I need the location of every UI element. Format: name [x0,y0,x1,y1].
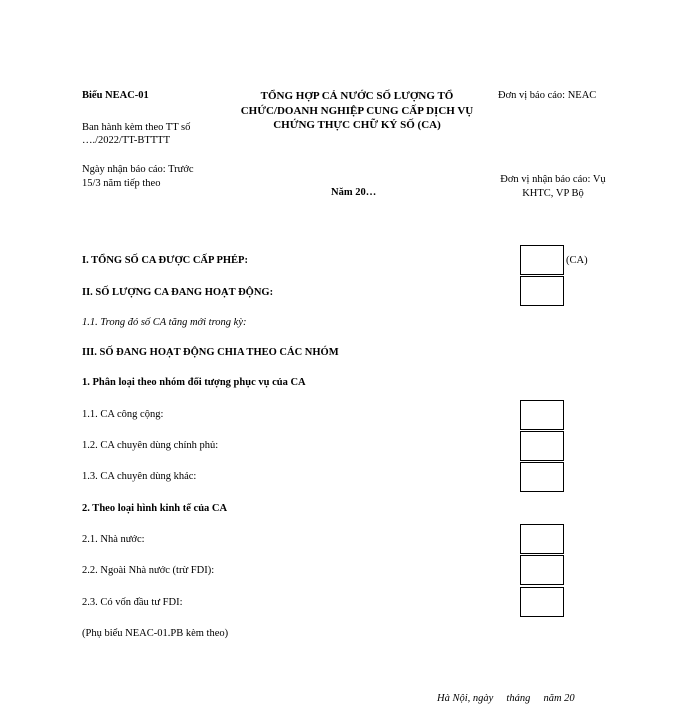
section-3-heading: III. SỐ ĐANG HOẠT ĐỘNG CHIA THEO CÁC NHÓM [82,347,339,358]
receive-date-line-1: Ngày nhận báo cáo: Trước [82,164,194,175]
form-code: Biểu NEAC-01 [82,90,149,101]
receive-date-line-2: 15/3 năm tiếp theo [82,178,161,189]
group-1-item-3: 1.3. CA chuyên dùng khác: [82,471,197,482]
place-date: Hà Nội, ngày tháng năm 20 [437,693,575,704]
section-2-heading: II. SỐ LƯỢNG CA ĐANG HOẠT ĐỘNG: [82,287,274,298]
document-title [230,89,484,133]
group-2-item-1: 2.1. Nhà nước: [82,534,145,545]
fdi-field[interactable] [520,587,564,617]
group-2-item-3: 2.3. Có vốn đầu tư FDI: [82,597,183,608]
issued-line-2: …./2022/TT-BTTTT [82,135,170,146]
issued-line-1: Ban hành kèm theo TT số [82,122,191,133]
other-specialized-ca-field[interactable] [520,462,564,492]
section-2-subitem: 1.1. Trong đó số CA tăng mới trong kỳ: [82,317,247,328]
reporting-unit: Đơn vị báo cáo: NEAC [498,90,597,101]
non-state-field[interactable] [520,555,564,585]
section-1-heading: I. TỔNG SỐ CA ĐƯỢC CẤP PHÉP: [82,255,248,266]
group-2-item-2: 2.2. Ngoài Nhà nước (trừ FDI): [82,565,215,576]
title-line-3: CHỨNG THỰC CHỮ KÝ SỐ (CA) [273,119,441,131]
government-ca-field[interactable] [520,431,564,461]
section-1-unit: (CA) [566,255,588,266]
receiving-unit-line-1: Đơn vị nhận báo cáo: Vụ [500,174,606,185]
group-1-heading: 1. Phân loại theo nhóm đối tượng phục vụ của CA [82,377,306,388]
title-line-2: CHỨC/DOANH NGHIỆP CUNG CẤP DỊCH VỤ [240,104,474,117]
total-ca-licensed-field[interactable] [520,245,564,275]
public-ca-field[interactable] [520,400,564,430]
active-ca-field[interactable] [520,276,564,306]
group-2-heading: 2. Theo loại hình kinh tế của CA [82,503,228,514]
group-1-item-1: 1.1. CA công cộng: [82,409,164,420]
appendix-note: (Phụ biểu NEAC-01.PB kèm theo) [82,628,229,639]
group-1-item-2: 1.2. CA chuyên dùng chính phủ: [82,440,219,451]
title-line-1: TỔNG HỢP CẢ NƯỚC SỐ LƯỢNG TỔ [260,90,454,102]
report-year: Năm 20… [331,187,377,198]
receiving-unit [493,173,613,201]
state-owned-field[interactable] [520,524,564,554]
receiving-unit-line-2: KHTC, VP Bộ [522,188,584,199]
